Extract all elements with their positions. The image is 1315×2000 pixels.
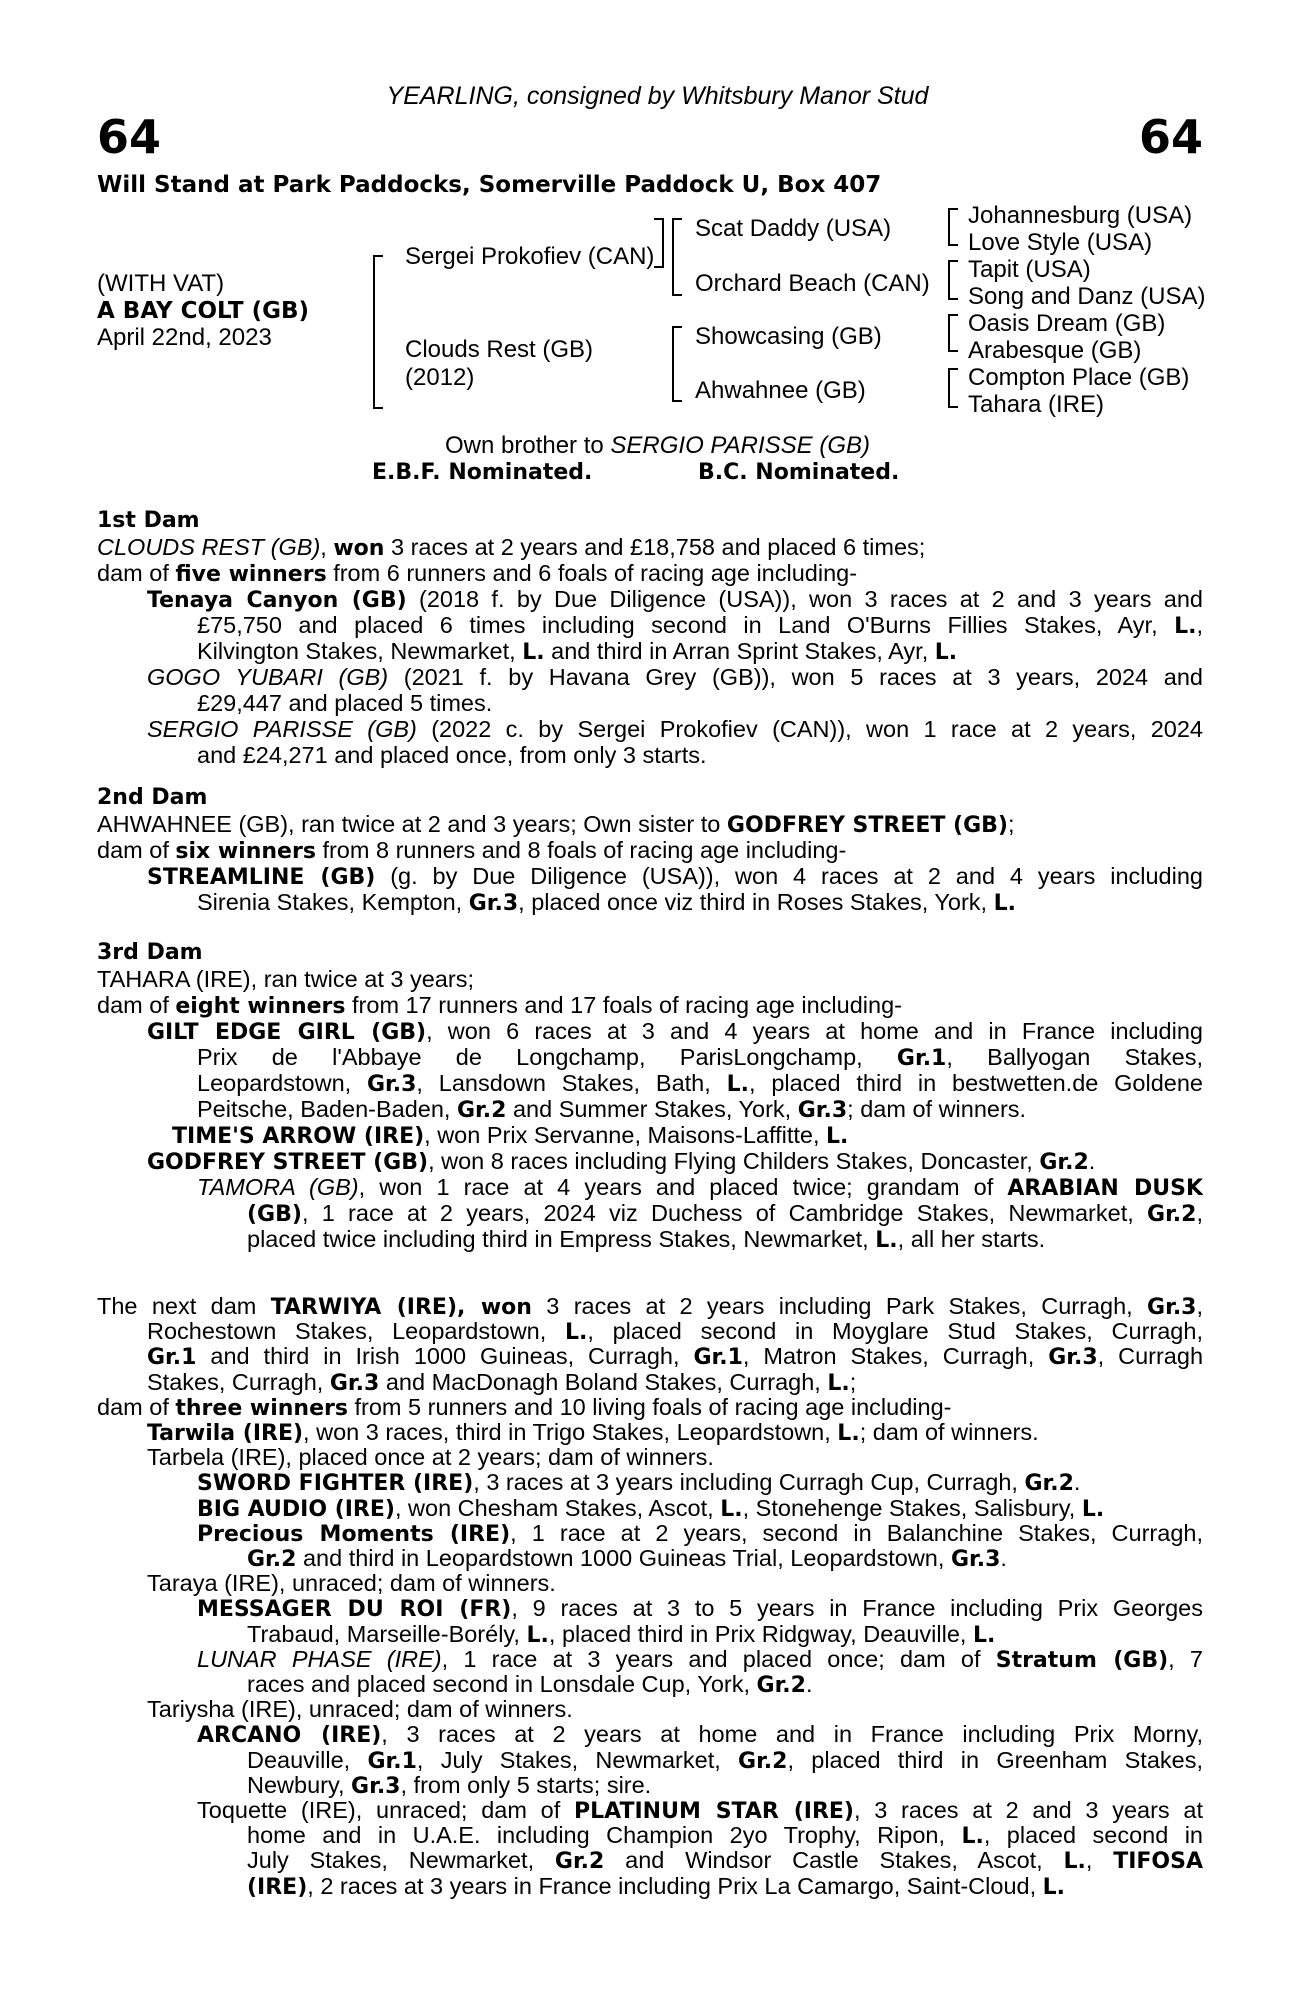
text-run: CLOUDS REST (GB) xyxy=(97,534,321,560)
text-run: , Curragh xyxy=(1097,1343,1203,1370)
dam-dam-name: Ahwahnee (GB) xyxy=(695,377,866,404)
first-dam-line xyxy=(197,612,1203,638)
text-run: Leopardstown, xyxy=(197,1070,367,1096)
text-run: , xyxy=(320,534,334,560)
text-run: , won 3 races, third in Trigo Stakes, Leopardstown, xyxy=(303,1419,838,1445)
text-run: . xyxy=(805,1671,813,1697)
text-run: from 17 runners and 17 foals of racing age including- xyxy=(345,992,902,1018)
main-brace xyxy=(373,255,383,409)
text-run: , 3 races at 2 and 3 years at xyxy=(853,1797,1203,1823)
text-run: dam of xyxy=(97,560,176,586)
text-run: Gr.3 xyxy=(797,1098,848,1123)
text-run: L. xyxy=(827,1370,850,1396)
text-run: L. xyxy=(837,1421,860,1446)
text-run: Gr.2 xyxy=(756,1673,806,1698)
text-run: , xyxy=(1085,1847,1114,1874)
next-dam-line xyxy=(147,1369,856,1397)
text-run: Gr.2 xyxy=(456,1098,507,1123)
text-run: Gr.2 xyxy=(1039,1150,1089,1175)
text-run: ; xyxy=(1007,811,1015,837)
text-run: L. xyxy=(972,1622,996,1648)
first-dam-line xyxy=(197,690,492,716)
next-dam-line xyxy=(197,1646,1203,1672)
text-run: ; dam of winners. xyxy=(847,1096,1027,1122)
text-run: , all her starts. xyxy=(897,1226,1046,1252)
text-run: Gr.2 xyxy=(1024,1471,1074,1497)
text-run: , placed second in Moyglare Stud Stakes, Curragh, xyxy=(587,1318,1203,1345)
text-run: L. xyxy=(1042,1874,1066,1900)
text-run: and MacDonagh Boland Stakes, Curragh, xyxy=(379,1368,828,1395)
text-run: Newbury, xyxy=(247,1771,352,1798)
next-dam-line xyxy=(147,1318,1203,1344)
text-run: Precious Moments (IRE) xyxy=(197,1521,511,1546)
next-dam-line xyxy=(197,1495,1104,1523)
text-run: TAHARA (IRE), ran twice at 3 years; xyxy=(97,966,474,992)
text-run: L. xyxy=(726,1072,749,1096)
text-run: L. xyxy=(1063,1849,1086,1874)
text-run: TIFOSA xyxy=(1113,1849,1203,1874)
dam-year: (2012) xyxy=(405,364,475,391)
text-run: Tarwila (IRE) xyxy=(147,1421,304,1446)
text-run: STREAMLINE (GB) xyxy=(147,865,376,889)
text-run: and third in Leopardstown 1000 Guineas Trial, Leopardstown, xyxy=(296,1545,951,1571)
next-dam-line xyxy=(247,1671,813,1699)
text-run: and third in Irish 1000 Guineas, Curragh, xyxy=(196,1343,694,1370)
text-run: L. xyxy=(522,640,545,665)
text-run: Gr.3 xyxy=(950,1547,1001,1572)
text-run: PLATINUM STAR (IRE) xyxy=(574,1799,854,1823)
stand-location: Will Stand at Park Paddocks, Somerville Paddock U, Box 407 xyxy=(97,172,882,198)
text-run: . xyxy=(1073,1469,1081,1496)
text-run: Gr.3 xyxy=(366,1072,417,1096)
text-run: Gr.3 xyxy=(468,891,519,916)
text-run: , won 8 races including Flying Childers Stakes, Doncaster, xyxy=(428,1148,1040,1174)
text-run: Rochestown Stakes, Leopardstown, xyxy=(147,1318,565,1345)
lot-number-left: 64 xyxy=(97,110,162,164)
next-dam-line xyxy=(247,1822,1203,1848)
text-run: , 1 race at 3 years and placed once; dam of xyxy=(441,1645,996,1672)
text-run: TAMORA (GB) xyxy=(197,1174,359,1200)
text-run: 3 races at 2 years and £18,758 and placed 6 times; xyxy=(384,534,926,560)
text-run: L. xyxy=(1081,1496,1105,1522)
text-run: , Lansdown Stakes, Bath, xyxy=(416,1070,727,1096)
first-dam-line xyxy=(97,560,857,588)
text-run: GILT EDGE GIRL (GB) xyxy=(147,1020,427,1044)
text-run: , won Prix Servanne, Maisons-Laffitte, xyxy=(424,1122,827,1148)
second-dam-line xyxy=(147,863,1203,889)
first-dam-line xyxy=(147,716,1203,742)
text-run: L. xyxy=(720,1496,743,1522)
text-run: , 2 races at 3 years in France including Prix La Camargo, Saint-Cloud, xyxy=(307,1872,1043,1899)
text-run: and Windsor Castle Stakes, Ascot, xyxy=(604,1847,1064,1874)
gen3-brace-3 xyxy=(948,314,958,352)
text-run: and Summer Stakes, York, xyxy=(506,1096,798,1122)
second-dam-line xyxy=(97,811,1015,839)
text-run: Prix de l'Abbaye de Longchamp, ParisLongchamp, xyxy=(197,1044,897,1070)
third-dam-line xyxy=(197,1096,1026,1124)
text-run: from 8 runners and 8 foals of racing age including- xyxy=(315,837,847,863)
text-run: races and placed second in Lonsdale Cup, York, xyxy=(247,1671,757,1697)
text-run: Gr.2 xyxy=(738,1748,788,1773)
vat-label: (WITH VAT) xyxy=(97,270,225,297)
text-run: . xyxy=(1000,1545,1007,1571)
first-dam-line xyxy=(197,742,707,768)
next-dam-line xyxy=(147,1419,1039,1447)
text-run: , 1 race at 2 years, 2024 viz Duchess of Cambridge Stakes, Newmarket, xyxy=(301,1200,1148,1226)
text-run: , 7 xyxy=(1168,1645,1203,1672)
text-run: eight winners xyxy=(175,994,346,1019)
text-run: , won 1 race at 4 years and placed twice; grandam of xyxy=(358,1174,1008,1200)
text-run: L. xyxy=(875,1228,898,1253)
text-run: July Stakes, Newmarket, xyxy=(247,1847,555,1874)
dam-name: Clouds Rest (GB) xyxy=(405,336,594,363)
text-run: Gr.1 xyxy=(147,1345,197,1370)
next-dam-line xyxy=(247,1621,995,1649)
text-run: , 3 races at 2 years at home and in France including Prix Morny, xyxy=(381,1721,1203,1748)
first-dam-line xyxy=(147,586,1203,612)
text-run: Gr.3 xyxy=(351,1773,401,1799)
text-run: placed twice including third in Empress Stakes, Newmarket, xyxy=(247,1226,876,1252)
text-run: SWORD FIGHTER (IRE) xyxy=(197,1471,474,1497)
text-run: , xyxy=(1196,612,1203,638)
text-run: GOGO YUBARI (GB) xyxy=(147,664,389,690)
gen3-1: Johannesburg (USA) xyxy=(968,202,1193,229)
text-run: L. xyxy=(934,640,958,665)
catalogue-heading: YEARLING, consigned by Whitsbury Manor Stud xyxy=(386,82,929,110)
sire-brace-right xyxy=(654,218,664,268)
text-run: (g. by Due Diligence (USA)), won 4 races at 2 and 4 years including xyxy=(375,863,1203,889)
text-run: TIME'S ARROW (IRE) xyxy=(172,1124,425,1149)
first-dam-line xyxy=(97,534,925,562)
next-dam-line xyxy=(197,1469,1080,1497)
text-run: , July Stakes, Newmarket, xyxy=(416,1746,739,1773)
text-run: three winners xyxy=(175,1395,348,1421)
text-run: Gr.1 xyxy=(693,1345,743,1370)
text-run: , placed second in xyxy=(983,1822,1203,1849)
text-run: LUNAR PHASE (IRE) xyxy=(197,1645,442,1672)
gen3-brace-4 xyxy=(948,368,958,408)
text-run: L. xyxy=(564,1320,588,1345)
text-run: (2021 f. by Havana Grey (GB)), won 5 races at 3 years, 2024 and xyxy=(388,664,1203,690)
text-run: Gr.2 xyxy=(1147,1202,1197,1226)
first-dam-line xyxy=(197,638,957,666)
third-dam-title: 3rd Dam xyxy=(97,940,203,965)
gen3-brace-1 xyxy=(948,208,958,246)
next-dam-line xyxy=(97,1394,951,1422)
text-run: £75,750 and placed 6 times including second in Land O'Burns Fillies Stakes, Ayr, xyxy=(197,612,1175,638)
text-run: , won 6 races at 3 and 4 years at home and in France including xyxy=(426,1018,1203,1044)
sire-sire-name: Scat Daddy (USA) xyxy=(695,215,892,242)
text-run: L. xyxy=(826,1124,849,1149)
next-dam-line xyxy=(147,1696,573,1722)
text-run: , placed third in Greenham Stakes, xyxy=(787,1746,1203,1773)
text-run: dam of xyxy=(97,1393,176,1420)
text-run: , Ballyogan Stakes, xyxy=(946,1044,1203,1070)
text-run: and third in Arran Sprint Stakes, Ayr, xyxy=(544,638,935,664)
bc-note: B.C. Nominated. xyxy=(698,460,900,485)
text-run: Deauville, xyxy=(247,1746,368,1773)
text-run: The next dam xyxy=(97,1293,271,1319)
first-dam-line xyxy=(147,664,1203,690)
next-dam-line xyxy=(197,1721,1203,1747)
text-run: , Stonehenge Stakes, Salisbury, xyxy=(742,1494,1082,1521)
text-run: Gr.1 xyxy=(367,1748,417,1773)
text-run: . xyxy=(1088,1148,1096,1174)
text-run: L. xyxy=(993,891,1017,916)
next-dam-line xyxy=(247,1847,1203,1873)
gen3-2: Love Style (USA) xyxy=(968,229,1153,256)
third-dam-line xyxy=(247,1200,1203,1226)
next-dam-line xyxy=(247,1873,1065,1901)
next-dam-line xyxy=(147,1444,714,1470)
second-dam-line xyxy=(97,837,846,865)
third-dam-line xyxy=(97,966,474,992)
text-run: L. xyxy=(526,1622,549,1648)
ebf-note: E.B.F. Nominated. xyxy=(372,460,593,485)
gen3-3: Tapit (USA) xyxy=(968,256,1091,283)
third-dam-line xyxy=(197,1044,1203,1070)
text-run: Taraya (IRE), unraced; dam of winners. xyxy=(147,1570,556,1597)
text-run: , placed once viz third in Roses Stakes, York, xyxy=(518,889,994,915)
text-run: BIG AUDIO (IRE) xyxy=(197,1496,395,1522)
text-run: Gr.2 xyxy=(554,1849,605,1874)
second-dam-line xyxy=(197,889,1016,917)
next-dam-line xyxy=(197,1595,1203,1621)
next-dam-line xyxy=(247,1747,1203,1773)
text-run: SERGIO PARISSE (GB) xyxy=(147,716,417,742)
text-run: MESSAGER DU ROI (FR) xyxy=(197,1597,512,1622)
text-run: Gr.3 xyxy=(329,1370,380,1396)
text-run: GODFREY STREET (GB) xyxy=(147,1150,429,1175)
first-dam-title: 1st Dam xyxy=(97,508,200,533)
text-run: Stakes, Curragh, xyxy=(147,1368,330,1395)
third-dam-line xyxy=(147,1148,1095,1176)
lot-number-right: 64 xyxy=(1138,110,1203,164)
text-run: , xyxy=(1196,1200,1203,1226)
next-dam-line xyxy=(197,1520,1203,1546)
gen3-7: Compton Place (GB) xyxy=(968,364,1190,391)
text-run: Kilvington Stakes, Newmarket, xyxy=(197,638,523,664)
text-run: Stratum (GB) xyxy=(995,1647,1169,1672)
text-run: Tariysha (IRE), unraced; dam of winners. xyxy=(147,1696,573,1723)
text-run: (GB) xyxy=(247,1202,302,1226)
text-run: Toquette (IRE), unraced; dam of xyxy=(197,1797,575,1823)
text-run: , placed third in Prix Ridgway, Deauville, xyxy=(548,1620,973,1647)
text-run: Tenaya Canyon (GB) xyxy=(147,588,407,612)
gen3-8: Tahara (IRE) xyxy=(968,391,1105,418)
text-run: , 1 race at 2 years, second in Balanchine Stakes, Curragh, xyxy=(510,1519,1203,1546)
text-run: GODFREY STREET (GB) xyxy=(726,813,1008,838)
text-run: ; dam of winners. xyxy=(859,1419,1039,1445)
text-run: AHWAHNEE (GB), ran twice at 2 and 3 years; Own sister to xyxy=(97,811,727,837)
text-run: won xyxy=(333,536,385,561)
text-run: ; xyxy=(849,1368,857,1395)
text-run: from 5 runners and 10 living foals of racing age including- xyxy=(347,1393,952,1420)
text-run: , won Chesham Stakes, Ascot, xyxy=(394,1494,721,1521)
text-run: Gr.2 xyxy=(247,1547,297,1572)
text-run: Sirenia Stakes, Kempton, xyxy=(197,889,469,915)
second-dam-title: 2nd Dam xyxy=(97,785,208,810)
gen3-5: Oasis Dream (GB) xyxy=(968,310,1166,337)
sire-name: Sergei Prokofiev (CAN) xyxy=(405,243,655,270)
text-run: , 3 races at 3 years including Curragh Cup, Curragh, xyxy=(473,1469,1025,1496)
text-run: £29,447 and placed 5 times. xyxy=(197,690,493,716)
text-run: and £24,271 and placed once, from only 3 starts. xyxy=(197,742,707,768)
third-dam-line xyxy=(197,1174,1203,1200)
text-run: Trabaud, Marseille-Borély, xyxy=(247,1620,527,1647)
text-run: five winners xyxy=(175,562,327,587)
text-run: 3 races at 2 years including Park Stakes, Curragh, xyxy=(531,1293,1148,1319)
sire-dam-name: Orchard Beach (CAN) xyxy=(695,270,930,297)
text-run: dam of xyxy=(97,992,176,1018)
third-dam-line xyxy=(147,1018,1203,1044)
text-run: Gr.3 xyxy=(1147,1295,1197,1319)
sire-sire-brace xyxy=(672,218,682,296)
text-run: Gr.3 xyxy=(1048,1345,1098,1370)
text-run: (2022 c. by Sergei Prokofiev (CAN)), won 1 race at 2 years, 2024 xyxy=(416,716,1203,742)
text-run: dam of xyxy=(97,837,176,863)
own-brother-note: Own brother to SERGIO PARISSE (GB) xyxy=(444,432,871,459)
text-run: six winners xyxy=(175,839,316,864)
horse-name: A BAY COLT (GB) xyxy=(97,298,310,324)
gen3-brace-2 xyxy=(948,260,958,300)
next-dam-line xyxy=(247,1545,1007,1573)
foaling-date: April 22nd, 2023 xyxy=(97,324,272,351)
text-run: ARABIAN DUSK xyxy=(1007,1176,1203,1200)
third-dam-line xyxy=(247,1226,1045,1254)
text-run: , Matron Stakes, Curragh, xyxy=(742,1343,1049,1370)
text-run: home and in U.A.E. including Champion 2yo Trophy, Ripon, xyxy=(247,1822,962,1849)
next-dam-line xyxy=(97,1293,1203,1319)
text-run: , xyxy=(1196,1293,1203,1319)
third-dam-line xyxy=(97,992,902,1020)
own-brother-name: SERGIO PARISSE (GB) xyxy=(610,432,871,459)
text-run: , from only 5 starts; sire. xyxy=(400,1771,652,1798)
next-dam-line xyxy=(147,1343,1203,1369)
text-run: from 6 runners and 6 foals of racing age including- xyxy=(326,560,858,586)
text-run: , 9 races at 3 to 5 years in France including Prix Georges xyxy=(511,1595,1203,1622)
text-run: Gr.1 xyxy=(896,1046,947,1070)
text-run: (2018 f. by Due Diligence (USA)), won 3 races at 2 and 3 years and xyxy=(406,586,1203,612)
dam-brace xyxy=(672,326,682,402)
third-dam-line xyxy=(197,1070,1203,1096)
dam-sire-name: Showcasing (GB) xyxy=(695,323,882,350)
third-dam-line xyxy=(172,1122,848,1150)
text-run: Tarbela (IRE), placed once at 2 years; dam of winners. xyxy=(147,1444,714,1471)
gen3-6: Arabesque (GB) xyxy=(968,337,1142,364)
next-dam-line xyxy=(147,1570,556,1596)
text-run: Peitsche, Baden-Baden, xyxy=(197,1096,457,1122)
next-dam-line xyxy=(247,1772,651,1800)
text-run: L. xyxy=(1174,614,1197,638)
text-run: TARWIYA (IRE), won xyxy=(270,1295,532,1319)
text-run: L. xyxy=(961,1824,984,1849)
next-dam-line xyxy=(197,1797,1203,1823)
gen3-4: Song and Danz (USA) xyxy=(968,283,1206,310)
text-run: , placed third in bestwetten.de Goldene xyxy=(748,1070,1203,1096)
text-run: ARCANO (IRE) xyxy=(197,1723,382,1748)
text-run: (IRE) xyxy=(247,1874,308,1900)
